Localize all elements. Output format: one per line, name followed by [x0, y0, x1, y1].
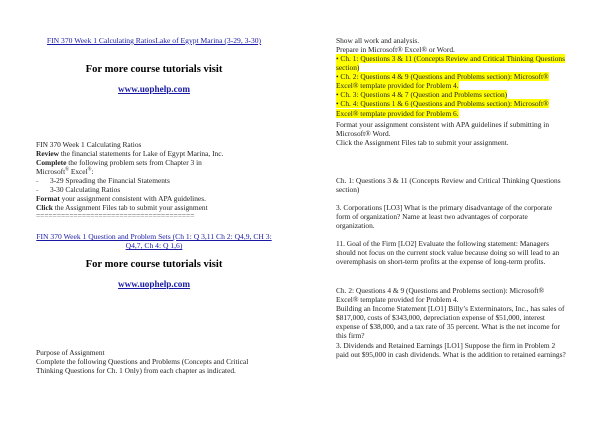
doc-title: FIN 370 Week 1 Calculating Ratios	[36, 140, 142, 149]
click-text: the Assignment Files tab to submit your assignment	[52, 203, 208, 212]
format-line	[36, 194, 272, 203]
intro-line: Prepare in Microsoft® Excel® or Word.	[336, 45, 455, 54]
format-note: Format your assignment consistent with APA guidelines if submitting in Microsoft® Word.	[336, 120, 550, 139]
site-link[interactable]: www.uophelp.com	[118, 279, 190, 289]
site-link[interactable]: www.uophelp.com	[118, 84, 190, 94]
question-item: 11. Goal of the Firm [LO2] Evaluate the following statement: Managers should not focus on the current stock value because doing so will lead to an overemphasis on short-term profits at the expense of long-term profits.	[336, 239, 560, 267]
question-item: 3. Corporations [LO3] What is the primary disadvantage of the corporate form of organization? Name at least two advantages of corporate organization.	[336, 203, 552, 231]
chapter-heading: Ch. 1: Questions 3 & 11 (Concepts Review and Critical Thinking Questions section)	[336, 176, 561, 195]
list-item: - 3-30 Calculating Ratios	[36, 185, 272, 194]
title-link[interactable]: FIN 370 Week 1 Calculating RatiosLake of Egypt Marina (3-29, 3-30)	[46, 36, 262, 45]
problem-item: Building an Income Statement [LO1] Billy’s Exterminators, Inc., has sales of $817,000, costs of $343,000, depreciation expense of $51,000, interest expense of $38,000, and a tax rate of 35 percent. What is the net income for this firm?	[336, 304, 565, 341]
list-item: - 3-29 Spreading the Financial Statements	[36, 176, 272, 185]
review-line	[36, 149, 272, 158]
review-label: Review	[36, 149, 59, 158]
list-item: • Ch. 3: Questions 4 & 7 (Question and Problems section)	[336, 90, 508, 100]
highlighted-list	[336, 54, 568, 118]
tutorials-banner: For more course tutorials visit	[85, 259, 223, 270]
excel-line-a: Microsoft	[36, 167, 66, 176]
question-sets-link[interactable]: FIN 370 Week 1 Question and Problem Sets (Ch 1: Q 3,11 Ch 2: Q4,9, CH 3: Q4,7, Ch 4: Q 1,6)	[36, 232, 272, 251]
sub-item-list	[36, 176, 272, 194]
excel-line	[36, 167, 272, 176]
problem-item: 3. Dividends and Retained Earnings [LO1] Suppose the firm in Problem 2 paid out $95,000 in cash dividends. What is the addition to retained earnings?	[336, 341, 566, 360]
click-label: Click	[36, 203, 53, 212]
list-item: • Ch. 2: Questions 4 & 9 (Questions and Problems section): Microsoft® Excel® template provided for Problem 4.	[336, 72, 549, 91]
chapter-heading: Ch. 2: Questions 4 & 9 (Questions and Problems section): Microsoft® Excel® template provided for Problem 4.	[336, 286, 545, 305]
excel-line-c: :	[91, 167, 94, 176]
list-item: • Ch. 1: Questions 3 & 11 (Concepts Review and Critical Thinking Questions section)	[336, 54, 566, 73]
divider: ======================================	[36, 211, 195, 220]
complete-line	[36, 158, 272, 167]
click-note: Click the Assignment Files tab to submit your assignment.	[336, 138, 509, 147]
excel-line-b: Excel	[68, 167, 88, 176]
intro-line: Show all work and analysis.	[336, 36, 420, 45]
format-text: your assignment consistent with APA guidelines.	[59, 194, 206, 203]
review-text: the financial statements for Lake of Egypt Marina, Inc.	[58, 149, 224, 158]
format-label: Format	[36, 194, 60, 203]
list-item: • Ch. 4: Questions 1 & 6 (Questions and Problems section): Microsoft® Excel® template provided for Problem 6.	[336, 99, 549, 118]
tutorials-banner: For more course tutorials visit	[85, 64, 223, 75]
registered-mark: ®	[65, 167, 69, 173]
purpose-text: Complete the following Questions and Problems (Concepts and Critical Thinking Questions for Ch. 1 Only) from each chapter as indicated.	[36, 357, 249, 376]
registered-mark: ®	[87, 167, 92, 173]
complete-text: the following problem sets from Chapter 3 in	[66, 158, 202, 167]
purpose-title: Purpose of Assignment	[36, 348, 105, 357]
complete-label: Complete	[36, 158, 67, 167]
